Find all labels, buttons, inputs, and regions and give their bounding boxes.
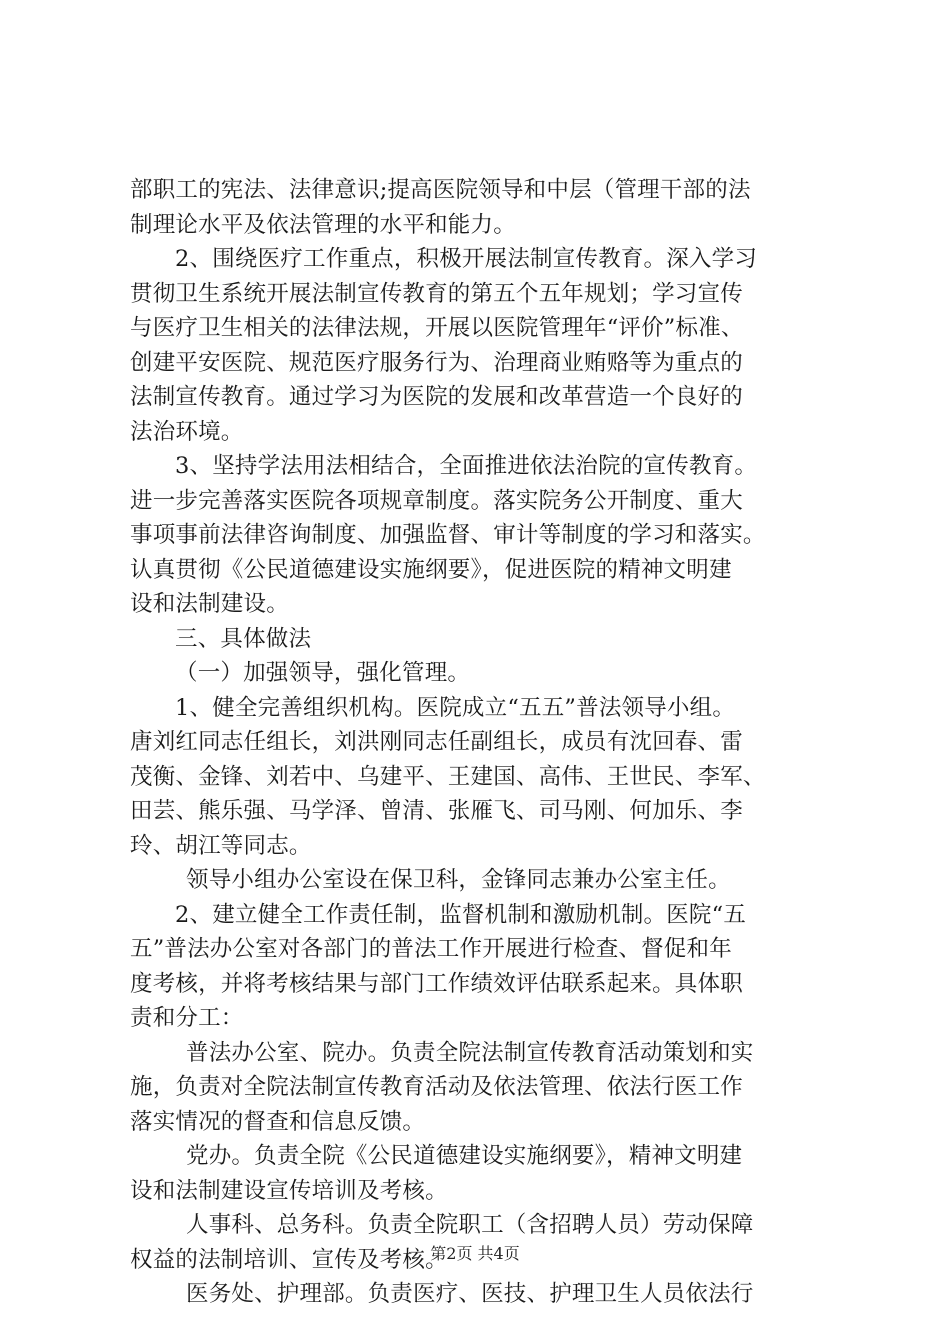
text-line: 权益的法制培训、宣传及考核。 bbox=[130, 1246, 448, 1273]
text-line: 落实情况的督查和信息反馈。 bbox=[130, 1108, 426, 1135]
page-number-footer: 第2页 共4页 bbox=[430, 1244, 520, 1263]
text-line: 责和分工： bbox=[130, 1005, 244, 1031]
text-line: 法治环境。 bbox=[130, 418, 244, 445]
text-line: 2、围绕医疗工作重点，积极开展法制宣传教育。深入学习 bbox=[175, 246, 758, 272]
text-line: 茂衡、金锋、刘若中、乌建平、王建国、高伟、王世民、李军、 bbox=[130, 763, 766, 790]
text-line: 创建平安医院、规范医疗服务行为、治理商业贿赂等为重点的 bbox=[130, 349, 743, 376]
text-line: 设和法制建设。 bbox=[130, 591, 289, 617]
text-line: 施，负责对全院法制宣传教育活动及依法管理、依法行医工作 bbox=[130, 1074, 743, 1100]
text-line: 事项事前法律咨询制度、加强监督、审计等制度的学习和落实。 bbox=[130, 522, 766, 548]
text-line: 医务处、护理部。负责医疗、医技、护理卫生人员依法行 bbox=[186, 1281, 754, 1307]
text-line: 唐刘红同志任组长，刘洪刚同志任副组长，成员有沈回春、雷 bbox=[130, 729, 743, 755]
text-line: 2、建立健全工作责任制，监督机制和激励机制。医院“五 bbox=[175, 901, 747, 928]
text-line: 与医疗卫生相关的法律法规，开展以医院管理年“评价”标准、 bbox=[130, 315, 744, 341]
text-line: 贯彻卫生系统开展法制宣传教育的第五个五年规划；学习宣传 bbox=[130, 280, 743, 307]
subsection-heading: （一）加强领导，强化管理。 bbox=[175, 660, 471, 686]
section-heading: 三、具体做法 bbox=[175, 625, 312, 652]
text-line: 人事科、总务科。负责全院职工（含招聘人员）劳动保障 bbox=[186, 1212, 754, 1238]
text-line: 3、坚持学法用法相结合，全面推进依法治院的宣传教育。 bbox=[175, 453, 758, 479]
text-line: 田芸、熊乐强、马学泽、曾清、张雁飞、司马刚、何加乐、李 bbox=[130, 798, 743, 824]
document-body bbox=[130, 173, 835, 1312]
text-line: 党办。负责全院《公民道德建设实施纲要》，精神文明建 bbox=[186, 1143, 743, 1169]
text-line: 认真贯彻《公民道德建设实施纲要》，促进医院的精神文明建 bbox=[130, 556, 732, 583]
text-line: 领导小组办公室设在保卫科，金锋同志兼办公室主任。 bbox=[186, 867, 731, 893]
text-line: 制理论水平及依法管理的水平和能力。 bbox=[130, 211, 516, 238]
text-line: 度考核，并将考核结果与部门工作绩效评估联系起来。具体职 bbox=[130, 970, 743, 997]
text-line: 玲、胡江等同志。 bbox=[130, 832, 312, 859]
text-line: 法制宣传教育。通过学习为医院的发展和改革营造一个良好的 bbox=[130, 384, 743, 410]
text-line: 1、健全完善组织机构。医院成立“五五”普法领导小组。 bbox=[175, 694, 736, 721]
text-line: 部职工的宪法、法律意识;提高医院领导和中层（管理干部的法 bbox=[130, 177, 751, 203]
text-line: 设和法制建设宣传培训及考核。 bbox=[130, 1177, 448, 1204]
text-line: 进一步完善落实医院各项规章制度。落实院务公开制度、重大 bbox=[130, 487, 743, 514]
text-line: 五”普法办公室对各部门的普法工作开展进行检查、督促和年 bbox=[130, 936, 732, 962]
text-line: 普法办公室、院办。负责全院法制宣传教育活动策划和实 bbox=[186, 1039, 754, 1066]
